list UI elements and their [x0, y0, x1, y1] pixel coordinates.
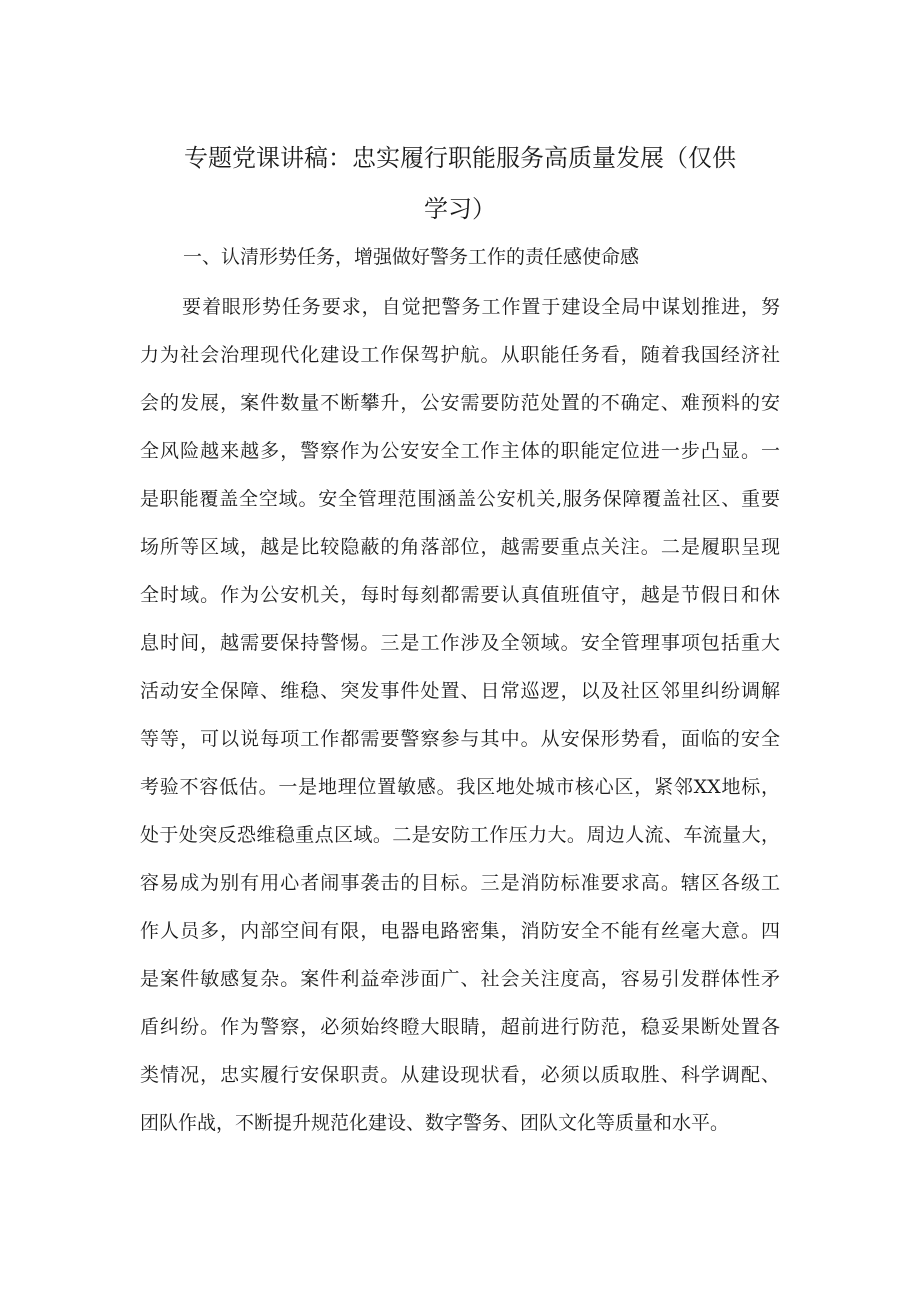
body-line: 场所等区域，越是比较隐蔽的角落部位，越需要重点关注。二是履职呈现 [140, 536, 780, 558]
body-line: 等等，可以说每项工作都需要警察参与其中。从安保形势看，面临的安全 [140, 728, 780, 750]
document-title-line-1: 专题党课讲稿：忠实履行职能服务高质量发展（仅供 [184, 144, 736, 172]
body-line: 活动安全保障、维稳、突发事件处置、日常巡逻，以及社区邻里纠纷调解 [140, 680, 780, 702]
body-line: 容易成为别有用心者闹事袭击的目标。三是消防标准要求高。辖区各级工 [140, 872, 780, 894]
document-title-line-2: 学习） [424, 195, 496, 223]
body-line: 全时域。作为公安机关，每时每刻都需要认真值班值守，越是节假日和休 [140, 584, 780, 606]
body-line: 团队作战，不断提升规范化建设、数字警务、团队文化等质量和水平。 [140, 1112, 730, 1134]
body-line: 是职能覆盖全空域。安全管理范围涵盖公安机关,服务保障覆盖社区、重要 [140, 488, 780, 510]
body-line: 盾纠纷。作为警察，必须始终瞪大眼睛，超前进行防范，稳妥果断处置各 [140, 1016, 780, 1038]
body-line: 息时间，越需要保持警惕。三是工作涉及全领域。安全管理事项包括重大 [140, 632, 780, 654]
body-line: 力为社会治理现代化建设工作保驾护航。从职能任务看，随着我国经济社 [140, 344, 780, 366]
body-line: 会的发展，案件数量不断攀升，公安需要防范处置的不确定、难预料的安 [140, 392, 780, 414]
body-line: 全风险越来越多，警察作为公安安全工作主体的职能定位进一步凸显。一 [140, 440, 780, 462]
body-line: 作人员多，内部空间有限，电器电路密集，消防安全不能有丝毫大意。四 [140, 920, 780, 942]
section-heading: 一、认清形势任务，增强做好警务工作的责任感使命感 [183, 246, 640, 268]
body-line: 处于处突反恐维稳重点区域。二是安防工作压力大。周边人流、车流量大， [140, 824, 780, 846]
body-line: 是案件敏感复杂。案件利益牵涉面广、社会关注度高，容易引发群体性矛 [140, 968, 780, 990]
body-line: 类情况，忠实履行安保职责。从建设现状看，必须以质取胜、科学调配、 [140, 1064, 780, 1086]
body-line: 考验不容低估。一是地理位置敏感。我区地处城市核心区，紧邻XX地标， [140, 776, 780, 798]
body-line: 要着眼形势任务要求，自觉把警务工作置于建设全局中谋划推进，努 [182, 296, 780, 318]
